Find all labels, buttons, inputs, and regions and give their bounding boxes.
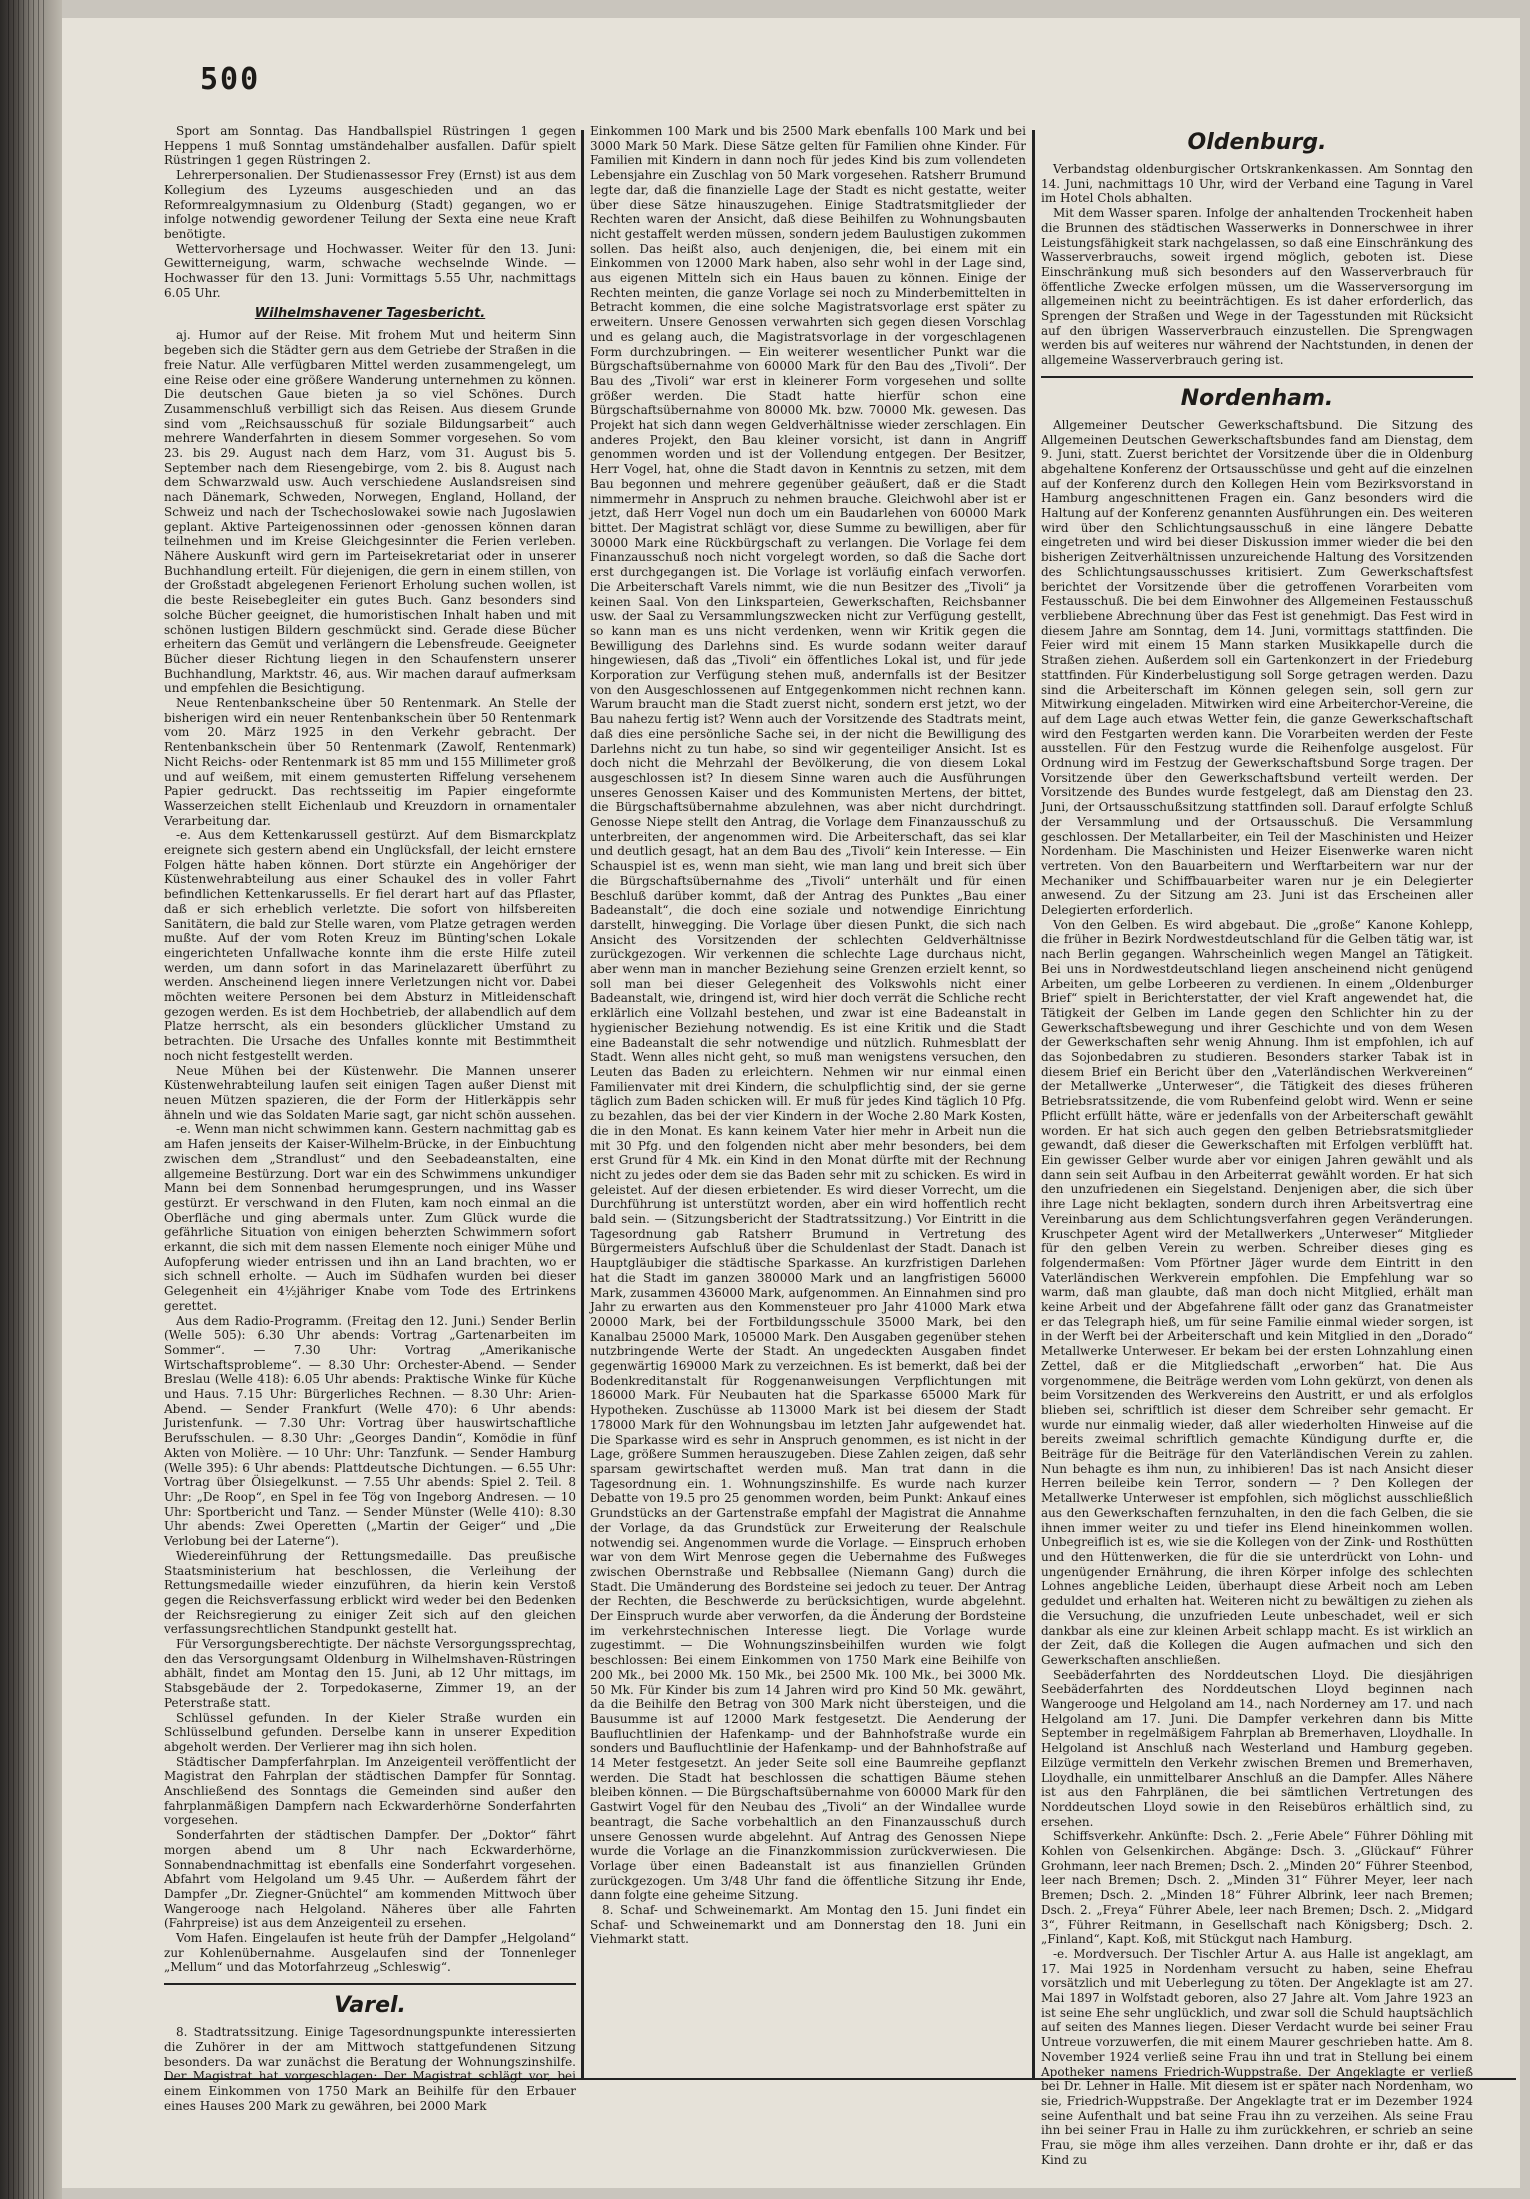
article-gewerkschaftsbund: Allgemeiner Deutscher Gewerkschaftsbund. Die Sitzung des Allgemeinen Deutschen Gewerkschaftsbundes fand am Dienstag, dem 9. Juni, statt. Zuerst berichtet der Vorsitzende über die in Oldenburg abgehaltene Konferenz der Ortsausschüsse und geht auf die einzelnen auf der Konferenz durch den Kollegen Hein vom Bezirksvorstand in Hamburg angeschnittenen Fragen ein. Ganz besonders wird die Haltung auf der Konferenz genannten Ausführungen ein. Des weiteren wird über den Schlichtungsausschuß in eine längere Debatte eingetreten und wird bei dieser Diskussion immer wieder die bei den bisherigen Zeitverhältnissen unzureichende Haltung des Vorsitzenden des Schlichtungsausschusses kritisiert. Zum Gewerkschaftsfest berichtet der Vorsitzende über die getroffenen Vorarbeiten vom Festausschuß. Die bei dem Einwohner des Allgemeinen Festausschuß verbliebene Abrechnung über das Fest ist genehmigt. Das Fest wird in diesem Jahre am Sonntag, dem 14. Juni, vormittags stattfinden. Die Feier wird mit einem 15 Mann starken Musikkapelle durch die Straßen ziehen. Außerdem soll ein Gartenkonzert in der Friedeburg stattfinden. Für Kinderbelustigung soll Sorge getragen werden. Dazu sind die Arbeiterschaft im Können gelegen sein, soll gern zur Mitwirkung eingeladen. Mitwirken wird eine Arbeiterchor-Vereine, die auf dem Lage auch etwas Wetter fein, die ganze Gewerkschaftschaft wird den Festgarten werden kann. Die Vorarbeiten werden der Feste ausstellen. Für den Festzug wurde die Reihenfolge ausgelost. Für Ordnung wird im Festzug der Gewerkschaftsbund Sorge tragen. Der Vorsitzende über den Gewerkschaftsbund verteilt werden. Der Vorsitzende des Bundes wurde festgelegt, daß am Dienstag den 23. Juni, der Ortsausschußsitzung stattfinden soll. Darauf erfolgte Schluß der Versammlung und der Ortsausschuß. Die Versammlung geschlossen. Der Metallarbeiter, ein Teil der Maschinisten und Heizer Nordenham. Die Maschinisten und Heizer Eisenwerke waren nicht vertreten. Von den Bauarbeitern und Werftarbeitern war nur der Mechaniker und Schiffbauarbeiter waren nur je ein Delegierter anwesend. Zu der Sitzung am 23. Juni ist das Erscheinen aller Delegierten erforderlich.: [1041, 417, 1473, 918]
article-hafen: Vom Hafen. Eingelaufen ist heute früh der Dampfer „Helgoland“ zur Kohlenübernahme. Ausgelaufen sind der Tonnenleger „Mellum“ und das Motorfahrzeug „Schleswig“.: [164, 1931, 576, 1975]
article-schwimmen: -e. Wenn man nicht schwimmen kann. Gestern nachmittag gab es am Hafen jenseits der Kaiser-Wilhelm-Brücke, in der Einbuchtung zwischen dem „Strandlust“ und den Seebadeanstalten, eine allgemeine Bestürzung. Dort war ein des Schwimmens unkundiger Mann bei dem Sonnenbad herumgesprungen, und ins Wasser gestürzt. Er verschwand in den Fluten, kam noch einmal an die Oberfläche und ging abermals unter. Zum Glück wurde die gefährliche Situation von einigen beherzten Schwimmern sofort erkannt, die sich mit dem nassen Elemente noch einiger Mühe und Aufopferung wieder entrissen und ihn an Land brachten, wo er sich schnell erholte. — Auch im Südhafen wurden bei dieser Gelegenheit ein 4½jähriger Knabe vom Tode des Ertrinkens gerettet.: [164, 1122, 576, 1313]
article-versorgung: Für Versorgungsberechtigte. Der nächste Versorgungssprechtag, den das Versorgungsamt Oldenburg in Wilhelmshaven-Rüstringen abhält, findet am Montag den 15. Juni, ab 12 Uhr mittags, im Stabsgebäude der 2. Torpedokaserne, Zimmer 19, an der Peterstraße statt.: [164, 1637, 576, 1710]
column-rule-1: [581, 130, 584, 2080]
article-kettenkarussell: -e. Aus dem Kettenkarussell gestürzt. Auf dem Bismarckplatz ereignete sich gestern abend ein Unglücksfall, der leicht ernstere Folgen hätte haben können. Dort stürzte ein Angehöriger der Küstenwehrabteilung aus einer Schaukel des in voller Fahrt befindlichen Kettenkarussells. Er fiel derart hart auf das Pflaster, daß er sich erheblich verletzte. Die sofort von hilfsbereiten Sanitätern, die bald zur Stelle waren, vom Platze getragen werden mußte. Auf der vom Roten Kreuz im Bünting'schen Lokale eingerichteten Unfallwache konnte ihm die erste Hilfe zuteil werden, um dann sofort in das Marinelazarett überführt zu werden. Anscheinend liegen innere Verletzungen nicht vor. Dabei möchten weitere Personen bei dem Absturz in Mitleidenschaft gezogen werden. Es ist dem Hochbetrieb, der allabendlich auf dem Platze herrscht, als ein besonders glücklicher Umstand zu betrachten. Die Ursache des Unfalles konnte mit Bestimmtheit noch nicht festgestellt werden.: [164, 828, 576, 1063]
article-gelben: Von den Gelben. Es wird abgebaut. Die „große“ Kanone Kohlepp, die früher in Bezirk Nordwestdeutschland für die Gelben tätig war, ist nach Berlin gegangen. Wahrscheinlich wegen Mangel an Tätigkeit. Bei uns in Nordwestdeutschland liegen anscheinend nicht genügend Arbeiten, um gelbe Lorbeeren zu verdienen. In einem „Oldenburger Brief“ spielt in Berichterstatter, der viel Kraft angewendet hat, die Tätigkeit der Gelben im Lande gegen den Schlichter hin zu der Gewerkschaftsbewegung und ihrer Geschichte und von dem Wesen der Gewerkschaften sehr wenig Ahnung. Ihm ist empfohlen, ich auf das Sojonbedabren zu studieren. Besonders starker Tabak ist in diesem Brief ein Bericht über den „Vaterländischen Werkvereinen“ der Metallwerke „Unterweser“, die Tätigkeit des dieses früheren Betriebsratssitzende, die vom Rubenfeind gelobt wird. Wenn er seine Pflicht erfüllt hätte, wäre er jedenfalls von der Arbeiterschaft gewählt worden. Er hat sich auch gegen den gelben Betriebsratsmitglieder gewandt, daß dieser die Gewerkschaften mit Erfolgen verblüfft hat. Ein gewisser Gelber wurde aber vor einigen Jahren gewählt und als dann sein seit Aufbau in den Arbeiterrat gewählt worden. Er hat sich den unzufriedenen ein Siegelstand. Denjenigen aber, die sich über ihre Lage nicht beklagten, sondern durch ihren Arbeitsvertrag eine Vereinbarung aus dem Schlichtungsverfahren gegen Veränderungen. Kruschpeter Agent wird der Metallwerkers „Unterweser“ Mitglieder für den gelben Verein zu werben. Schreiber dieses ging es folgendermaßen: Vom Pförtner Jäger wurde dem Eintritt in den Vaterländischen Werkverein empfohlen. Die Empfehlung war so warm, daß man glaubte, daß man doch nicht Mitglied, erhält man keine Arbeit und der Abgefahrene fällt oder ganz das Granatmeister er das Telegraph hieß, um für seine Familie einmal wieder sorgen, ist in der Werft bei der Arbeiterschaft und kein Mitglied in den „Dorado“ Metallwerke Unterweser. Er bekam bei der ersten Lohnzahlung einen Zettel, daß er die Mitgliedschaft „erworben“ hat. Die Aus vorgenommene, die Beiträge werden vom Lohn gekürzt, von denen als beim Vorsitzenden des Werkvereins den Austritt, er und als erfolglos blieben sei, schriftlich ist dieser dem Schreiber sehr gemacht. Er wurde nur einmalig wieder, daß aller wiederholten Hinweise auf die bereits zweimal schriftlich gemachte Kündigung durfte er, die Beiträge für die Beiträge für den Vaterländischen Verein zu zahlen. Nun behagte es ihm nun, zu inhibieren! Das ist nach Ansicht dieser Herren beileibe kein Terror, sondern — ? Den Kollegen der Metallwerke Unterweser ist empfohlen, sich möglichst ausschließlich aus den Gewerkschaften fernzuhalten, in den die fach Gelben, die sie ihnen immer weiter zu und tiefer ins Elend hineinkommen wollen. Unbegreiflich ist es, wie sie die Kollegen von der Zink- und Rosthütten und den Hüttenwerken, die für die sie unterdrückt von Lohn- und ungenügender Ernährung, die ihren Körper infolge des schlechten Lohnes angebliche Leiden, überhaupt diese Arbeit noch am Leben geduldet und erhalten hat. Weiteren nicht zu bewältigen zu ziehen als die Versuchung, die unzufrieden Leute unbeschadet, weil er sich dankbar als eine zur kleinen Arbeit schlapp macht. Es ist wirklich an der Zeit, daß die Kollegen die Augen aufmachen und sich den Gewerkschaften anschließen.: [1041, 917, 1473, 1667]
article-ortskrankenkassen: Verbandstag oldenburgischer Ortskrankenkassen. Am Sonntag den 14. Juni, nachmittags 10 Uhr, wird der Verband eine Tagung in Varel im Hotel Chols abhalten.: [1041, 162, 1473, 206]
article-sonderfahrten: Sonderfahrten der städtischen Dampfer. Der „Doktor“ fährt morgen abend um 8 Uhr nach Eckwarderhörne, Sonnabendnachmittag ist ebenfalls eine Sonderfahrt vorgesehen. Abfahrt vom Helgoland um 9.45 Uhr. — Außerdem fährt der Dampfer „Dr. Ziegner-Gnüchtel“ am kommenden Mittwoch über Wangerooge nach Helgoland. Näheres über alle Fahrten (Fahrpreise) ist aus dem Anzeigenteil zu ersehen.: [164, 1828, 576, 1931]
article-humor: aj. Humor auf der Reise. Mit frohem Mut und heiterm Sinn begeben sich die Städter gern aus dem Getriebe der Straßen in die freie Natur. Alle verfügbaren Mittel werden zusammengelegt, um eine Reise oder eine größere Wanderung unternehmen zu können. Die deutschen Gaue bieten ja so viel Schönes. Durch Zusammenschluß verbilligt sich das Reisen. Aus diesem Grunde sind vom „Reichsausschuß für soziale Bildungsarbeit“ auch mehrere Wanderfahrten in diesem Sommer vorgesehen. So vom 23. bis 29. August nach dem Harz, vom 31. August bis 5. September nach dem Riesengebirge, vom 2. bis 8. August nach dem Schwarzwald usw. Auch verschiedene Auslandsreisen sind nach Dänemark, Schweden, Norwegen, England, Holland, der Schweiz und nach der Tschechoslowakei sowie nach Jugoslawien geplant. Aktive Parteigenossinnen oder -genossen können daran teilnehmen und im Kreise Gleichgesinnter die Ferien verleben. Nähere Auskunft wird gern im Parteisekretariat oder in unserer Buchhandlung erteilt. Für diejenigen, die gern in einem stillen, von der Großstadt abgelegenen Ferienort Erholung suchen wollen, ist die beste Reisebegleiter ein gutes Buch. Ganz besonders sind solche Bücher geeignet, die humoristischen Inhalt haben und mit schönen lustigen Bildern geschmückt sind. Gerade diese Bücher erheitern das Gemüt und verlängern die Lebensfreude. Geeigneter Bücher dieser Richtung liegen in den Schaufenstern unserer Buchhandlung, Marktstr. 46, aus. Wir machen darauf aufmerksam und empfehlen die Besichtigung.: [164, 328, 576, 696]
section-heading-varel: Varel.: [334, 1993, 406, 2019]
section-heading-nordenham: Nordenham.: [1180, 385, 1334, 411]
section-divider: [164, 1983, 576, 1985]
article-viehmarkt: 8. Schaf- und Schweinemarkt. Am Montag den 15. Juni findet ein Schaf- und Schweinemarkt und am Donnerstag den 18. Juni ein Viehmarkt statt.: [590, 1903, 1026, 1947]
book-binding: [0, 0, 62, 2199]
article-wasser: Mit dem Wasser sparen. Infolge der anhaltenden Trockenheit haben die Brunnen des städtischen Wasserwerks in Donnerschwee in ihrer Leistungsfähigkeit stark nachgelassen, so daß eine Einschränkung des Wasserverbrauchs, soweit irgend möglich, geboten ist. Diese Einschränkung muß sich besonders auf den Wasserverbrauch für öffentliche Zwecke erfolgen müssen, um die Wasserversorgung im allgemeinen nicht zu beeinträchtigen. Es ist daher erforderlich, das Sprengen der Straßen und Wege in der Tagesstunden mit Rücksicht auf den übrigen Wasserverbrauch einzustellen. Die Sprengwagen werden bis auf weiteres nur während der Nachtstunden, in denen der allgemeine Wasserverbrauch gering ist.: [1041, 206, 1473, 368]
section-heading-oldenburg: Oldenburg.: [1187, 130, 1327, 155]
article-stadtrat-continued: Einkommen 100 Mark und bis 2500 Mark ebenfalls 100 Mark und bei 3000 Mark 50 Mark. Diese Sätze gelten für Familien ohne Kinder. Für Familien mit Kindern in dann noch für jedes Kind bis zum vollendeten Lebensjahre ein Zuschlag von 50 Mark vorgesehen. Ratsherr Brumund legte dar, daß die finanzielle Lage der Stadt es nicht gestatte, weiter über diese Sätze hinauszugehen. Einige Stadtratsmitglieder der Rechten waren der Ansicht, daß diese Beihilfen zu Wohnungsbauten nicht gestaffelt werden müssen, sondern jedem Baulustigen zukommen sollen. Das heißt also, auch denjenigen, die, bei einem mit ein Einkommen von 12000 Mark haben, also sehr wohl in der Lage sind, aus eigenen Mitteln sich ein Haus bauen zu können. Einige der Rechten meinten, die ganze Vorlage sei noch zu Minderbemittelten in Betracht kommen, die eine solche Magistratsvorlage erst später zu erweitern. Unsere Genossen verwahrten sich gegen diesen Vorschlag und es gelang auch, die Magistratsvorlage in der vorgeschlagenen Form durchzubringen. — Ein weiterer wesentlicher Punkt war die Bürgschaftsübernahme von 60000 Mark für den Bau des „Tivoli“. Der Bau des „Tivoli“ war erst in kleinerer Form vorgesehen und sollte größer werden. Die Stadt hatte hierfür schon eine Bürgschaftsübernahme von 80000 Mk. bzw. 70000 Mk. gewesen. Das Projekt hat sich dann wegen Geldverhältnisse wieder zerschlagen. Ein anderes Projekt, den Bau kleiner vorsicht, ist dann in Angriff genommen worden und ist der Vollendung entgegen. Der Besitzer, Herr Vogel, hat, ohne die Stadt davon in Kenntnis zu setzen, mit dem Bau begonnen und mehrere gegenüber geäußert, daß er die Stadt nimmermehr in Anspruch zu nehmen brauche. Gleichwohl aber ist er jetzt, daß Herr Vogel nun doch um ein Baudarlehen von 60000 Mark bittet. Der Magistrat schlägt vor, diese Summe zu bewilligen, aber für 30000 Mark eine Rückbürgschaft zu verlangen. Die Vorlage fei dem Finanzausschuß noch nicht vorgelegt worden, so daß die Sache dort erst durchgegangen ist. Die Vorlage ist vorläufig einfach verworfen. Die Arbeiterschaft Varels nimmt, wie die nun Besitzer des „Tivoli“ ja keinen Saal. Von den Linksparteien, Gewerkschaften, Reichsbanner usw. der Saal zu Versammlungszwecken nicht zur Verfügung gestellt, so kann man es uns nicht verdenken, wenn wir Kritik gegen die Bewilligung des Darlehns sind. Es wurde sodann weiter darauf hingewiesen, daß das „Tivoli“ ein öffentliches Lokal ist, und für jede Korporation zur Verfügung stehen muß, andernfalls ist der Besitzer von den Ausgeschlossenen auf Entgegenkommen nicht rechnen kann. Warum braucht man die Stadt zuerst nicht, sondern erst jetzt, wo der Bau nahezu fertig ist? Wenn auch der Vorsitzende des Stadtrats meint, daß dies eine persönliche Sache sei, in der nicht die Bewilligung des Darlehns nicht zu tun habe, so sind wir gegenteiliger Ansicht. Ist es doch nicht die Mehrzahl der Bevölkerung, die von diesem Lokal ausgeschlossen ist? In diesem Sinne waren auch die Ausführungen unseres Genossen Kaiser und des Kommunisten Mertens, der bittet, die Bürgschaftsübernahme abzulehnen, was aber nicht durchdringt. Genosse Niepe stellt den Antrag, die Vorlage dem Finanzausschuß zu unterbreiten, der angenommen wird. Die Arbeiterschaft, das sei klar und deutlich gesagt, hat an dem Bau des „Tivoli“ kein Interesse. — Ein Schauspiel ist es, wenn man sieht, wie man lang und breit sich über die Bürgschaftsübernahme des „Tivoli“ unterhält und für einen Beschluß darüber kommt, daß der Antrag des Punktes „Bau einer Badeanstalt“, die doch eine soziale und notwendige Einrichtung darstellt, hinwegging. Die Vorlage über diesen Punkt, die sich nach Ansicht des Vorsitzenden der schlechten Geldverhältnisse zurückgezogen. Wir verkennen die schlechte Lage durchaus nicht, aber wenn man in mancher Beziehung seine Grenzen erzielt kennt, so soll man bei dieser Gelegenheit des Volkswohls nicht einer Badeanstalt, wie, dringend ist, wird hier doch verrät die Schliche recht erklärlich eine Vollzahl bestehen, und zwar ist eine Badeanstalt in hygienischer Beziehung notwendig. Es ist eine Kritik und die Stadt eine Badeanstalt die sehr notwendige und nützlich. Ruhmesblatt der Stadt. Wenn alles nicht geht, so muß man wenigstens versuchen, den Leuten das Baden zu erleichtern. Nehmen wir nur einmal einen Familienvater mit drei Kindern, die schulpflichtig sind, der sie gerne täglich zum Baden schicken will. Er muß für jedes Kind täglich 10 Pfg. zu bezahlen, das bei der vier Kindern in der Woche 2.80 Mark Kosten, die in den Monat. Es kann keinem Vater hier mehr in Arbeit nun die mit 30 Pfg. und den folgenden nicht aber mehr besonders, bei dem erst Grund für 4 Mk. ein Kind in den Monat dürfte mit der Rechnung nicht zu jedes oder dem sie das Baden sehr mit zu schicken. Es wird in geleistet. Auf der diesen erbietender. Es wird dieser Vorrecht, um die Durchführung ist unterstützt worden, aber ein wird hoffentlich recht bald sein. — (Sitzungsbericht der Stadtratssitzung.) Vor Eintritt in die Tagesordnung gab Ratsherr Brumund in Vertretung des Bürgermeisters Aufschluß über die Schuldenlast der Stadt. Danach ist Hauptgläubiger die städtische Sparkasse. An kurzfristigen Darlehen hat die Stadt im ganzen 380000 Mark und an langfristigen 56000 Mark, zusammen 436000 Mark, aufgenommen. An Einnahmen sind pro Jahr zu erwarten aus den Kommensteuer pro Jahr 41000 Mark etwa 20000 Mark, bei der Fortbildungsschule 35000 Mark, bei den Kanalbau 25000 Mark, 105000 Mark. Den Ausgaben gegenüber stehen nutzbringende Werte der Stadt. An ungedeckten Ausgaben findet gegenwärtig 169000 Mark zu verzeichnen. Es ist bemerkt, daß bei der Bodenkreditanstalt für Roggenanweisungen Verpflichtungen mit 186000 Mark. Für Neubauten hat die Sparkasse 65000 Mark für Hypotheken. Zuschüsse ab 113000 Mark ist bei diesem der Stadt 178000 Mark für den Wohnungsbau im letzten Jahr aufgewendet hat. Die Sparkasse wird es sehr in Anspruch genommen, es ist nicht in der Lage, größere Summen herauszugeben. Diese Zahlen zeigen, daß sehr sparsam gewirtschaftet werden muß. Man trat dann in die Tagesordnung ein. 1. Wohnungszinshilfe. Es wurde nach kurzer Debatte von 19.5 pro 25 genommen worden, beim Punkt: Ankauf eines Grundstücks an der Gartenstraße empfahl der Magistrat die Annahme der Vorlage, da das Grundstück zur Erweiterung der Realschule notwendig sei. Angenommen wurde die Vorlage. — Einspruch erhoben war von dem Wirt Menrose gegen die Uebernahme des Fußweges zwischen Obernstraße und Rebbsallee (Niemann Gang) durch die Stadt. Die Umänderung des Bordsteine sei jedoch zu teuer. Der Antrag der Rechten, die Beschwerde zu berücksichtigen, wurde abgelehnt. Der Einspruch wurde aber verworfen, da die Änderung der Bordsteine im verkehrstechnischen Interesse liegt. Die Vorlage wurde zugestimmt. — Die Wohnungszinsbeihilfen wurden wie folgt beschlossen: Bei einem Einkommen von 1750 Mark eine Beihilfe von 200 Mk., bei 2000 Mk. 150 Mk., bei 2500 Mk. 100 Mk., bei 3000 Mk. 50 Mk. Für Kinder bis zum 14 Jahren wird pro Kind 50 Mk. gewährt, da die Beihilfe den Betrag von 300 Mark nicht übersteigen, und die Bausumme ist auf 12000 Mark festgesetzt. Die Aenderung der Baufluchtlinien der Hafenkamp- und der Bahnhofstraße wurde ein sonders und Baufluchtlinie der Hafenkamp- und der Bahnhofstraße auf 14 Meter festgesetzt. An jeder Seite soll eine Baumreihe gepflanzt werden. Die Stadt hat beschlossen die schattigen Bäume stehen bleiben können. — Die Bürgschaftsübernahme von 60000 Mark für den Gastwirt Vogel für den Neubau des „Tivoli“ an der Windallee wurde beantragt, die Sache vorbehaltlich an den Finanzausschuß durch unsere Genossen wurde abgelehnt. Auf Antrag des Genossen Niepe wurde die Vorlage an die Finanzkommission zurückverwiesen. Die Vorlage über einen Badeanstalt ist aus finanziellen Gründen zurückgezogen. Um 3/48 Uhr fand die öffentliche Sitzung ihr Ende, dann folgte eine geheime Sitzung.: [590, 124, 1026, 1903]
article-mordversuch: -e. Mordversuch. Der Tischler Artur A. aus Halle ist angeklagt, am 17. Mai 1925 in Nordenham versucht zu haben, seine Ehefrau vorsätzlich und mit Ueberlegung zu töten. Der Angeklagte ist am 27. Mai 1897 in Wolfstadt geboren, also 27 Jahre alt. Vom Jahre 1923 an ist seine Ehe sehr unglücklich, und zwar soll die Schuld hauptsächlich auf seiten des Mannes liegen. Dieser Verdacht wurde bei seiner Frau Untreue vorzuwerfen, die mit einem Maurer geschrieben hatte. Am 8. November 1924 verließ seine Frau ihn und trat in Stellung bei einem Apotheker namens Friedrich-Wuppstraße. Der Angeklagte er verließ bei Dr. Lehner in Halle. Mit diesem ist er später nach Nordenham, wo sie, Friedrich-Wuppstraße. Der Angeklagte trat er im Dezember 1924 seine Aufenthalt und bat seine Frau ihn zu verzeihen. Als seine Frau ihn bei seiner Frau in Halle zu ihm zurückkehren, er schrieb an seine Frau, sie möge ihm alles verzeihen. Dann drohte er ihr, daß er das Kind zu: [1041, 1946, 1473, 2167]
article-rettungsmedaille: Wiedereinführung der Rettungsmedaille. Das preußische Staatsministerium hat beschlossen, die Verleihung der Rettungsmedaille wieder einzuführen, da hierin kein Verstoß gegen die Reichsverfassung erblickt wird weder bei den Bedenken der Reichsregierung zu einiger Zeit sich auf den gleichen verfassungsrechtlichen Standpunkt gestellt hat.: [164, 1548, 576, 1637]
article-wetter: Wettervorhersage und Hochwasser. Weiter für den 13. Juni: Gewitterneigung, warm, schwache wechselnde Winde. — Hochwasser für den 13. Juni: Vormittags 5.55 Uhr, nachmittags 6.05 Uhr.: [164, 241, 576, 300]
section-heading-tagesbericht: Wilhelmshavener Tagesbericht.: [254, 306, 486, 322]
page-number: 500: [200, 62, 261, 97]
section-divider: [1041, 376, 1473, 378]
article-seebaeder: Seebäderfahrten des Norddeutschen Lloyd. Die diesjährigen Seebäderfahrten des Norddeutschen Lloyd beginnen nach Wangerooge und Helgoland am 14., nach Norderney am 17. und nach Helgoland am 17. Juni. Die Dampfer verkehren dann bis Mitte September in regelmäßigem Fahrplan ab Bremerhaven, Lloydhalle. In Helgoland ist Anschluß nach Westerland und Hamburg gegeben. Eilzüge vermitteln den Verkehr zwischen Bremen und Bremerhaven, Lloydhalle, ein unmittelbarer Anschluß an die Dampfer. Alles Nähere ist aus den Fahrplänen, die bei sämtlichen Vertretungen des Norddeutschen Lloyd sowie in den Reisebüros erhältlich sind, zu ersehen.: [1041, 1667, 1473, 1829]
article-sport: Sport am Sonntag. Das Handballspiel Rüstringen 1 gegen Heppens 1 muß Sonntag umständehalber ausfallen. Dafür spielt Rüstringen 1 gegen Rüstringen 2.: [164, 124, 576, 168]
article-schluessel: Schlüssel gefunden. In der Kieler Straße wurden ein Schlüsselbund gefunden. Derselbe kann in unserer Expedition abgeholt werden. Der Verlierer mag ihn sich holen.: [164, 1710, 576, 1754]
article-radio: Aus dem Radio-Programm. (Freitag den 12. Juni.) Sender Berlin (Welle 505): 6.30 Uhr abends: Vortrag „Gartenarbeiten im Sommer“. — 7.30 Uhr: Vortrag „Amerikanische Wirtschaftsprobleme“. — 8.30 Uhr: Orchester-Abend. — Sender Breslau (Welle 418): 6.05 Uhr abends: Praktische Winke für Küche und Haus. 7.15 Uhr: Bürgerliches Rechnen. — 8.30 Uhr: Arien-Abend. — Sender Frankfurt (Welle 470): 6 Uhr abends: Juristenfunk. — 7.30 Uhr: Vortrag über hauswirtschaftliche Berufsschulen. — 8.30 Uhr: „Georges Dandin“, Komödie in fünf Akten von Molière. — 10 Uhr: Uhr: Tanzfunk. — Sender Hamburg (Welle 395): 6 Uhr abends: Plattdeutsche Dichtungen. — 6.55 Uhr: Vortrag über Ölsiegelkunst. — 7.55 Uhr abends: Spiel 2. Teil. 8 Uhr: „De Roop“, en Spel in fee Tög von Ingeborg Andresen. — 10 Uhr: Sportbericht und Tanz. — Sender Münster (Welle 410): 8.30 Uhr abends: Zwei Operetten („Martin der Geiger“ und „Die Verlobung bei der Laterne“).: [164, 1313, 576, 1549]
column-1: [164, 124, 576, 2113]
column-rule-2: [1032, 130, 1035, 2080]
article-schiffsverkehr: Schiffsverkehr. Ankünfte: Dsch. 2. „Ferie Abele“ Führer Döhling mit Kohlen von Gelsenkirchen. Abgänge: Dsch. 3. „Glückauf“ Führer Grohmann, leer nach Bremen; Dsch. 2. „Minden 20“ Führer Steenbod, leer nach Bremen; Dsch. 2. „Minden 31“ Führer Meyer, leer nach Bremen; Dsch. 2. „Minden 18“ Führer Albrink, leer nach Bremen; Dsch. 2. „Freya“ Führer Abele, leer nach Bremen; Dsch. 2. „Midgard 3“, Führer Reitmann, in Gesellschaft nach Königsberg; Dsch. 2. „Finland“, Kapt. Koß, mit Stückgut nach Hamburg.: [1041, 1829, 1473, 1947]
article-stadtrat: 8. Stadtratssitzung. Einige Tagesordnungspunkte interessierten die Zuhörer in der am Mittwoch stattgefundenen Sitzung besonders. Da war zunächst die Beratung der Wohnungszinshilfe. Der Magistrat hat vorgeschlagen: Der Magistrat schlägt vor, bei einem Einkommen von 1750 Mark an Beihilfe für den Erbauer eines Hauses 200 Mark zu gewähren, bei 2000 Mark: [164, 2025, 576, 2113]
article-rentenbank: Neue Rentenbankscheine über 50 Rentenmark. An Stelle der bisherigen wird ein neuer Rentenbankschein über 50 Rentenmark vom 20. März 1925 in den Verkehr gebracht. Der Rentenbankschein über 50 Rentenmark (Zawolf, Rentenmark) Nicht Reichs- oder Rentenmark ist 85 mm und 155 Millimeter groß und auf weißem, mit einem gemusterten Riffelung versehenem Papier gedruckt. Das rechtsseitig im Papier eingeformte Wasserzeichen stellt Eichenlaub und Kreuzdorn in ornamentaler Verarbeitung dar.: [164, 696, 576, 828]
column-2: [590, 124, 1026, 2074]
binding-edge-lines: [8, 0, 48, 2199]
article-muetzen: Neue Mühen bei der Küstenwehr. Die Mannen unserer Küstenwehrabteilung laufen seit einigen Tagen außer Dienst mit neuen Mützen spazieren, die der Form der Hitlerkäppis sehr ähneln und wie das Soldaten Marie sagt, gar nicht schön aussehen.: [164, 1063, 576, 1122]
article-lehrerpersonalien: Lehrerpersonalien. Der Studienassessor Frey (Ernst) ist aus dem Kollegium des Lyzeums ausgeschieden und an das Reformrealgymnasium zu Oldenburg (Stadt) gegangen, wo er infolge notwendig gewordener Teilung der Sexta eine neue Kraft benötigte.: [164, 168, 576, 241]
article-dampferfahrplan: Städtischer Dampferfahrplan. Im Anzeigenteil veröffentlicht der Magistrat den Fahrplan der städtischen Dampfer für Sonntag. Anschließend des Sonntags die Gemeinden sind außer den fahrplanmäßigen Dampfern nach Eckwarderhörne Sonderfahrten vorgesehen.: [164, 1754, 576, 1828]
column-3: [1041, 124, 1473, 2167]
